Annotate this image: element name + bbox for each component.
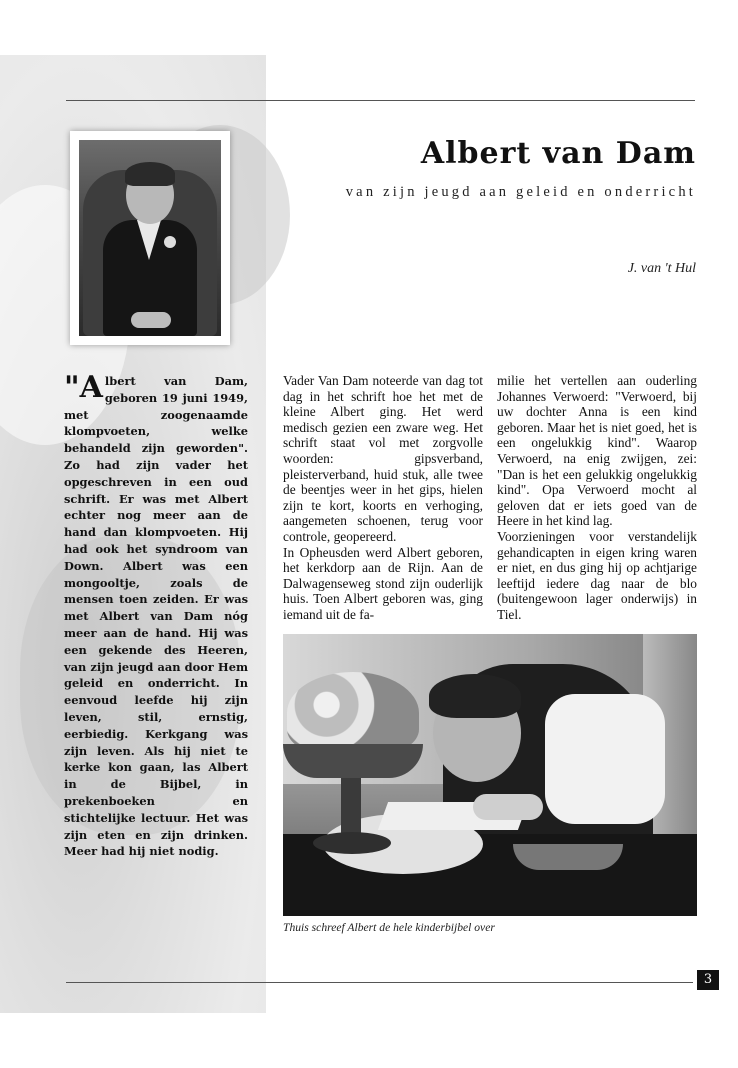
body-paragraph: Voorzieningen voor verstandelijk gehandicapten in eigen kring waren er niet, en dus ging hij op achtjarige leeftijd iedere dag naar de blo (buitengewoon lager onderwijs) in Tiel. — [497, 528, 697, 622]
intro-dropcap: "A — [64, 370, 103, 405]
body-column-2 — [497, 373, 697, 623]
article-subtitle: van zijn jeugd aan geleid en onderricht — [345, 184, 696, 200]
article-title: Albert van Dam — [420, 136, 696, 171]
article-author: J. van 't Hul — [627, 261, 696, 276]
bottom-rule — [66, 982, 693, 983]
top-rule — [66, 100, 695, 101]
page-number: 3 — [697, 970, 719, 990]
photo-caption: Thuis schreef Albert de hele kinderbijbel over — [283, 921, 495, 934]
body-paragraph: Vader Van Dam noteerde van dag tot dag in het schrift hoe het met de kleine Albert ging. Het werd medisch gezien een zware weg. Het schrift staat vol met zorgvolle woorden: gipsverband, pleisterverband, huid stuk, alle twee de beentjes weer in het gips, hielen zijn te kort, koorts en verhoging, aangemeten schoenen, terug voor controle, geopereerd. — [283, 373, 483, 544]
intro-paragraph — [64, 370, 248, 860]
writing-photo — [283, 634, 697, 916]
body-column-1 — [283, 373, 483, 623]
body-paragraph: milie het vertellen aan ouderling Johannes Verwoerd: "Verwoerd, bij uw dochter Anna is een kind geboren. Maar het is niet goed, het is een ongelukkig kind". Waarop Verwoerd, na enig zwijgen, zei: "Dan is het een gelukkig ongelukkig kind". Opa Verwoerd mocht al geloven dat er iets goed van de Heere in het kind lag. — [497, 373, 697, 529]
intro-text: lbert van Dam, geboren 19 juni 1949, met zoogenaamde klompvoeten, welke behandeld zijn geworden". Zo had zijn vader het opgeschreven in een oud schrift. Er was met Albert echter nog meer aan de hand dan klompvoeten. Hij had ook het syndroom van Down. Albert was een mongooltje, zoals de mensen toen zeiden. Er was met Albert van Dam nóg meer aan de hand. Hij was een gekende des Heeren, van zijn jeugd aan door Hem geleid en onderricht. In eenvoud leefde hij zijn leven, stil, ernstig, eerbiedig. Kerkgang was zijn leven. Als hij niet te kerke kon gaan, las Albert in de Bijbel, in prekenboeken en stichtelijke lectuur. Het was zijn eten en zijn drinken. Meer had hij niet nodig. — [64, 374, 248, 859]
body-paragraph: In Opheusden werd Albert geboren, het kerkdorp aan de Rijn. Aan de Dalwagenseweg stond zijn ouderlijk huis. Toen Albert geboren was, ging iemand uit de fa- — [283, 544, 483, 622]
portrait-photo — [70, 131, 230, 345]
